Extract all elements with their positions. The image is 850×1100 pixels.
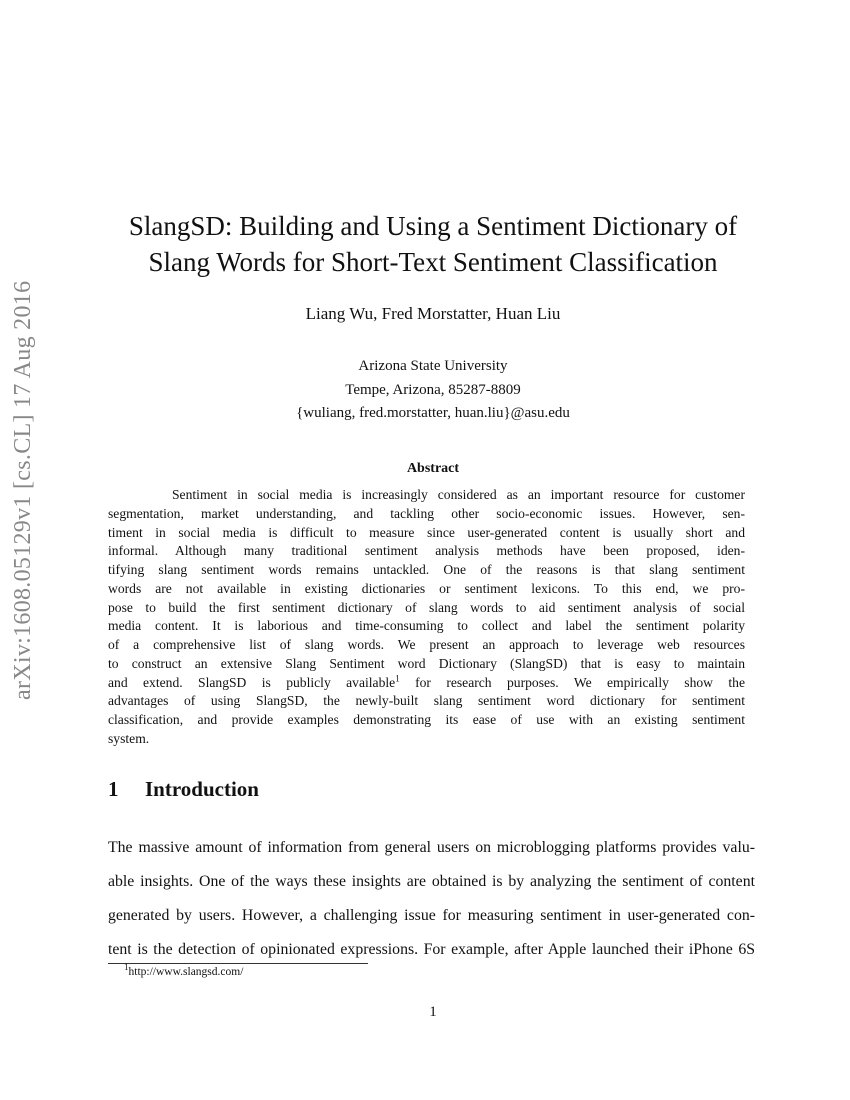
abstract-line: segmentation, market understanding, and tackling other socio-economic issues. However, sen- bbox=[108, 505, 745, 521]
affiliation-university: Arizona State University bbox=[358, 358, 508, 374]
abstract-line: tifying slang sentiment words remains untackled. One of the reasons is that slang sentiment bbox=[108, 562, 745, 577]
arxiv-stamp: arXiv:1608.05129v1 [cs.CL] 17 Aug 2016 bbox=[10, 280, 36, 700]
abstract-line: timent in social media is difficult to measure since user-generated content is usually short and bbox=[108, 524, 745, 540]
footnote-mark: 1 bbox=[124, 962, 129, 973]
page-number: 1 bbox=[429, 1004, 437, 1020]
intro-line: tent is the detection of opinionated expressions. For example, after Apple launched their iPhone 6S bbox=[108, 941, 755, 958]
abstract-line: to construct an extensive Slang Sentiment word Dictionary (SlangSD) that is easy to maintain bbox=[108, 655, 745, 671]
abstract-line bbox=[108, 674, 745, 693]
section-heading bbox=[108, 777, 259, 802]
affiliation bbox=[0, 355, 850, 426]
footnote-link[interactable]: http://www.slangsd.com/ bbox=[128, 966, 244, 978]
title-line: SlangSD: Building and Using a Sentiment Dictionary of bbox=[128, 211, 738, 241]
abstract-line: advantages of using SlangSD, the newly-built slang sentiment word dictionary for sentiment bbox=[108, 693, 745, 709]
abstract-text: for research purposes. We empirically show the bbox=[399, 674, 745, 690]
abstract-body bbox=[108, 486, 745, 749]
abstract-line: system. bbox=[108, 730, 150, 746]
abstract-heading: Abstract bbox=[406, 461, 460, 476]
abstract-line: informal. Although many traditional sentiment analysis methods have been proposed, iden- bbox=[108, 543, 745, 559]
affiliation-address: Tempe, Arizona, 85287-8809 bbox=[345, 381, 521, 398]
intro-line: generated by users. However, a challenging issue for measuring sentiment in user-generated con- bbox=[108, 907, 755, 924]
intro-line: able insights. One of the ways these insights are obtained is by analyzing the sentiment of content bbox=[108, 873, 755, 890]
abstract-text: and extend. SlangSD is publicly available bbox=[108, 674, 396, 690]
abstract-line: words are not available in existing dictionaries or sentiment lexicons. To this end, we pro- bbox=[108, 580, 745, 596]
abstract-line: of a comprehensive list of slang words. We present an approach to leverage web resources bbox=[108, 637, 745, 652]
paper-title bbox=[0, 208, 850, 280]
footnote-ref[interactable]: 1 bbox=[395, 672, 400, 683]
abstract-line: Sentiment in social media is increasingly considered as an important resource for customer bbox=[172, 487, 745, 502]
affiliation-emails: {wuliang, fred.morstatter, huan.liu}@asu.edu bbox=[296, 405, 570, 421]
authors: Liang Wu, Fred Morstatter, Huan Liu bbox=[305, 304, 561, 323]
title-line: Slang Words for Short-Text Sentiment Classification bbox=[148, 247, 718, 277]
section-number: 1 bbox=[108, 777, 119, 801]
section-title: Introduction bbox=[145, 777, 259, 801]
footnote-rule bbox=[108, 963, 368, 964]
abstract-line: classification, and provide examples demonstrating its ease of use with an existing sentiment bbox=[108, 712, 745, 727]
intro-body bbox=[108, 831, 755, 967]
abstract-line: media content. It is laborious and time-consuming to collect and label the sentiment polarity bbox=[108, 618, 745, 634]
abstract-line: pose to build the first sentiment dictionary of slang words to aid sentiment analysis of social bbox=[108, 599, 745, 615]
footnote bbox=[124, 962, 244, 978]
intro-line: The massive amount of information from general users on microblogging platforms provides valu- bbox=[108, 839, 755, 856]
